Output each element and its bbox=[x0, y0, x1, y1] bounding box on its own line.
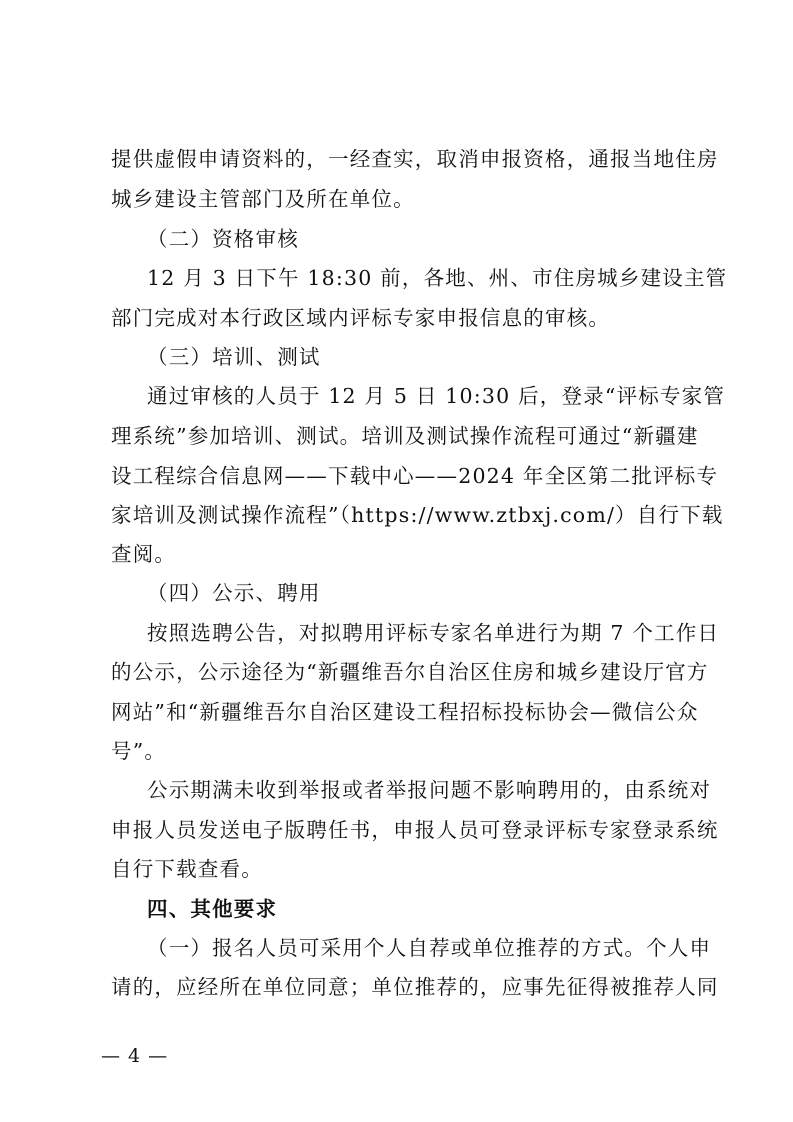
paragraph-line: 自行下载查看。 bbox=[111, 857, 263, 881]
paragraph-line: 提供虚假申请资料的，一经查实，取消申报资格，通报当地住房 bbox=[111, 147, 719, 171]
paragraph-line: 公示期满未收到举报或者举报问题不影响聘用的，由系统对 bbox=[147, 778, 712, 802]
paragraph-line: （一）报名人员可采用个人自荐或单位推荐的方式。个人申 bbox=[147, 936, 712, 960]
paragraph-line: 12 月 3 日下午 18:30 前，各地、州、市住房城乡建设主管 bbox=[147, 266, 728, 290]
paragraph-line: 设工程综合信息网——下载中心——2024 年全区第二批评标专 bbox=[111, 464, 719, 488]
paragraph-line: 查阅。 bbox=[111, 542, 177, 566]
subsection-heading: （二）资格审核 bbox=[147, 227, 299, 251]
paragraph-line: 网站”和“新疆维吾尔自治区建设工程招标投标协会—微信公众 bbox=[111, 700, 699, 724]
paragraph-line: 请的，应经所在单位同意；单位推荐的，应事先征得被推荐人同 bbox=[111, 975, 719, 999]
paragraph-line: 家培训及测试操作流程”（https://www.ztbxj.com/）自行下载 bbox=[111, 503, 724, 527]
page-number: — 4 — bbox=[101, 1045, 169, 1067]
subsection-heading: （四）公示、聘用 bbox=[147, 581, 321, 605]
section-heading: 四、其他要求 bbox=[147, 897, 278, 921]
paragraph-line: 申报人员发送电子版聘任书，申报人员可登录评标专家登录系统 bbox=[111, 818, 719, 842]
paragraph-line: 通过审核的人员于 12 月 5 日 10:30 后，登录“评标专家管 bbox=[147, 384, 726, 408]
paragraph-line: 号”。 bbox=[111, 739, 167, 763]
paragraph-line: 城乡建设主管部门及所在单位。 bbox=[111, 187, 415, 211]
paragraph-line: 理系统”参加培训、测试。培训及测试操作流程可通过“新疆建 bbox=[111, 424, 699, 448]
paragraph-line: 部门完成对本行政区域内评标专家申报信息的审核。 bbox=[111, 306, 611, 330]
paragraph-line: 按照选聘公告，对拟聘用评标专家名单进行为期 7 个工作日 bbox=[147, 621, 720, 645]
subsection-heading: （三）培训、测试 bbox=[147, 345, 321, 369]
paragraph-line: 的公示，公示途径为“新疆维吾尔自治区住房和城乡建设厅官方 bbox=[111, 660, 709, 684]
